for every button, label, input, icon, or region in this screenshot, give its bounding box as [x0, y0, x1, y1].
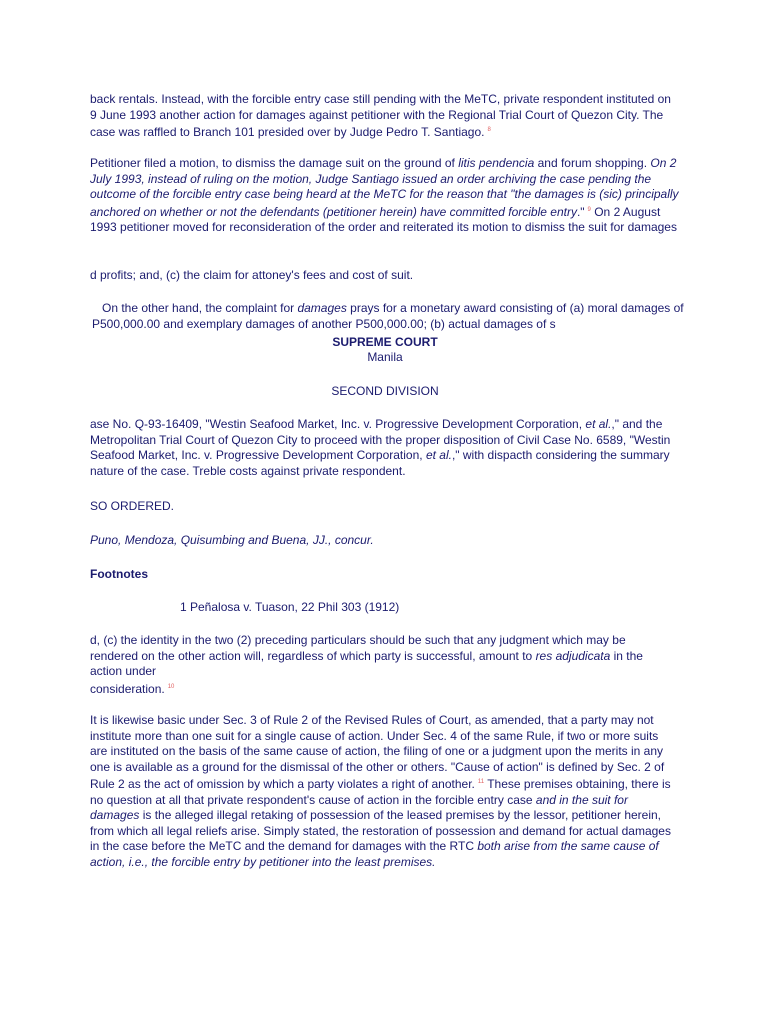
- division-name: SECOND DIVISION: [331, 384, 439, 398]
- paragraph-complaint-damages: On the other hand, the complaint for damages prays for a monetary award consisting of (a) moral damages of P500,000.00 and exemplary damages of another P500,000.00; (b) actual damages of s: [92, 301, 684, 331]
- concurrence: Puno, Mendoza, Quisumbing and Buena, JJ., concur.: [90, 533, 374, 547]
- paragraph-profits: d profits; and, (c) the claim for attoney's fees and cost of suit.: [90, 268, 414, 282]
- footnote-ref-11[interactable]: 11: [477, 779, 485, 785]
- footnote-1: 1 Peñalosa v. Tuason, 22 Phil 303 (1912): [180, 600, 400, 614]
- paragraph-disposition: ase No. Q-93-16409, "Westin Seafood Market, Inc. v. Progressive Development Corporation, et al.," and the Metropolitan Trial Court of Quezon City to proceed with the proper disposition of Civil Case No. 6589, "Westin Seafood Market, Inc. v. Progressive Development Corporation, et al.," with dispacth considering the summary nature of the case. Treble costs against private respondent.: [90, 417, 671, 478]
- paragraph-motion-to-dismiss: Petitioner filed a motion, to dismiss the damage suit on the ground of litis pendencia and forum shopping. On 2 July 1993, instead of ruling on the motion, Judge Santiago issued an order archiving the case pending the outcome of the forcible entry case being heard at the MeTC for the reason that "the damages is (sic) principally anchored on whether or not the defendants (petitioner herein) have committed forcible entry." $^9$ On 2 August 1993 petitioner moved for reconsideration of the order and reiterated its motion to dismiss the suit for damages: [90, 156, 679, 234]
- paragraph-identity: d, (c) the identity in the two (2) preceding particulars should be such that any judgment which may be rendered on the other action will, regardless of which party is successful, amount to res adjudicata in the action under consideration. $^{10}$: [90, 633, 643, 696]
- court-city: Manila: [367, 350, 403, 364]
- footnote-ref-9[interactable]: 9: [587, 206, 591, 213]
- paragraph-cause-of-action: It is likewise basic under Sec. 3 of Rule 2 of the Revised Rules of Court, as amended, that a party may not institute more than one suit for a single cause of action. Under Sec. 4 of the same Rule, if two or more suits are instituted on the basis of the same cause of action, the filing of one or a judgment upon the merits in any one is available as a ground for the dismissal of the other or others. "Cause of action" is defined by Sec. 2 of Rule 2 as the act of omission by which a party violates a right of another. $^{11}$ These premises obtaining, there is no question at all that private respondent's cause of action in the forcible entry case and in the suit for damages is the alleged illegal retaking of possession of the leased premises by the lessor, petitioner herein, from which all legal reliefs arise. Simply stated, the restoration of possession and demand for actual damages in the case before the MeTC and the demand for damages with the RTC both arise from the same cause of action, i.e., the forcible entry by petitioner into the least premises.: [90, 713, 671, 869]
- so-ordered: SO ORDERED.: [90, 499, 175, 513]
- court-name: SUPREME COURT: [332, 335, 438, 349]
- footnote-ref-8[interactable]: 8: [487, 127, 491, 133]
- footnote-ref-10[interactable]: 10: [167, 683, 175, 690]
- footnotes-heading: Footnotes: [90, 567, 148, 581]
- paragraph-back-rentals: back rentals. Instead, with the forcible entry case still pending with the MeTC, private respondent instituted on 9 June 1993 another action for damages against petitioner with the Regional Trial Court of Quezon City. The case was raffled to Branch 101 presided over by Judge Pedro T. Santiago. $^8$: [90, 92, 671, 139]
